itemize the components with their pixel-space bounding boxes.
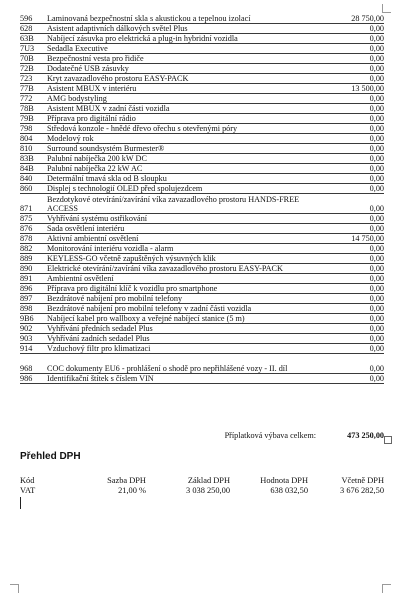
item-price: 0,00 [369,264,384,273]
item-code: 897 [20,294,33,303]
item-price: 0,00 [369,344,384,353]
item-price: 0,00 [369,214,384,223]
vat-cell: 3 038 250,00 [186,486,230,495]
item-desc: Asistent MBUX v zadní části vozidla [47,104,170,113]
table-row [20,24,384,34]
item-desc: Vyhřívání systému ostřikování [47,214,148,223]
item-desc: Surround soundsystém Burmester® [47,144,165,153]
item-desc: Elektrické otevírání/zavírání víka zavazadlového prostoru EASY-PACK [47,264,283,273]
item-code: 871 [20,204,33,213]
item-code: 9B6 [20,314,34,323]
item-desc: Displej s technologií OLED před spolujezdcem [47,184,203,193]
vat-cell: 21,00 % [118,486,146,495]
table-row [20,74,384,84]
item-price: 0,00 [369,334,384,343]
item-desc: Kryt zavazadlového prostoru EASY-PACK [47,74,189,83]
item-code: 890 [20,264,33,273]
table-row [20,34,384,44]
item-desc: Příprava pro digitální klíč k vozidlu pro smartphone [47,284,218,293]
table-row [20,324,384,334]
table-row [20,94,384,104]
item-desc: Asistent MBUX v interiéru [47,84,137,93]
table-row [20,144,384,154]
item-desc: Aktivní ambientní osvětlení [47,234,139,243]
item-code: 628 [20,24,33,33]
item-price: 0,00 [369,294,384,303]
item-desc: COC dokumenty EU6 - prohlášení o shodě pro nepřihlášené vozy - II. díl [47,364,288,373]
item-price: 0,00 [369,174,384,183]
item-price: 0,00 [369,304,384,313]
item-code: 78B [20,104,34,113]
item-desc: Sedadla Executive [47,44,108,53]
item-price: 0,00 [369,44,384,53]
table-row [20,354,384,374]
item-desc: Vyhřívání předních sedadel Plus [47,324,153,333]
page-corner-mark [382,4,391,13]
item-code: 70B [20,54,34,63]
table-anchor-handle[interactable] [384,436,392,444]
item-desc: KEYLESS-GO včetně zapuštěných výsuvných klik [47,254,216,263]
table-row [20,314,384,324]
table-row [20,154,384,164]
table-row [20,104,384,114]
vat-cell: VAT [20,486,36,495]
item-desc: Ambientní osvětlení [47,274,114,283]
item-code: 810 [20,144,33,153]
item-code: 7U3 [20,44,35,53]
table-row [20,334,384,344]
item-price: 0,00 [369,24,384,33]
item-code: 772 [20,94,33,103]
table-row [20,254,384,264]
vat-header-cell: Základ DPH [187,476,230,485]
vat-overview-heading: Přehled DPH [20,451,81,462]
table-row [20,344,384,354]
item-code: 83B [20,154,34,163]
item-price: 0,00 [369,134,384,143]
item-desc: Nabíjecí kabel pro wallboxy a veřejné nabíjecí stanice (5 m) [47,314,245,323]
text-cursor [20,497,21,509]
item-code: 914 [20,344,33,353]
item-price: 0,00 [369,284,384,293]
table-row [20,84,384,94]
vat-row [20,486,384,496]
item-price: 0,00 [369,314,384,323]
item-price: 13 500,00 [351,84,384,93]
item-desc: Bezdrátové nabíjení pro mobilní telefony [47,294,183,303]
item-code: 903 [20,334,33,343]
item-price: 0,00 [369,64,384,73]
surcharge-total [20,431,384,441]
table-row [20,14,384,24]
vat-header-cell: Kód [20,476,35,485]
item-price: 0,00 [369,274,384,283]
vat-header-cell: Sazba DPH [107,476,146,485]
item-code: 596 [20,14,33,23]
item-code: 84B [20,164,34,173]
item-price: 0,00 [369,114,384,123]
item-code: 804 [20,134,33,143]
vat-cell: 638 032,50 [270,486,308,495]
total-value: 473 250,00 [347,431,384,440]
item-desc: Středová konzole - hnědé dřevo ořechu s otevřenými póry [47,124,238,133]
item-code: 875 [20,214,33,223]
item-code: 79B [20,114,34,123]
item-desc: Vzduchový filtr pro klimatizaci [47,344,151,353]
item-price: 0,00 [369,204,384,213]
item-price: 0,00 [369,374,384,383]
page-corner-mark [10,584,19,593]
item-code: 896 [20,284,33,293]
table-row [20,174,384,184]
item-desc: Bezdrátové nabíjení pro mobilní telefony v zadní části vozidla [47,304,252,313]
item-desc: Palubní nabíječka 22 kW AC [47,164,143,173]
table-row [20,134,384,144]
item-price: 0,00 [369,364,384,373]
item-code: 840 [20,174,33,183]
item-price: 0,00 [369,54,384,63]
item-price: 0,00 [369,104,384,113]
item-desc: Laminovaná bezpečnostní skla s akustickou a tepelnou izolací [47,14,251,23]
table-row [20,164,384,174]
item-code: 968 [20,364,33,373]
item-price: 0,00 [369,224,384,233]
item-code: 72B [20,64,34,73]
item-desc: Nabíjecí zásuvka pro elektrická a plug-in hybridní vozidla [47,34,238,43]
item-price: 0,00 [369,324,384,333]
item-code: 798 [20,124,33,133]
vat-header-cell: Hodnota DPH [260,476,308,485]
item-price: 0,00 [369,164,384,173]
total-label: Příplatková výbava celkem: [224,431,316,440]
vat-table [20,476,384,496]
item-code: 889 [20,254,33,263]
item-desc: Identifikační štítek s číslem VIN [47,374,154,383]
vat-header-cell: Včetně DPH [341,476,384,485]
table-row [20,114,384,124]
table-row [20,54,384,64]
item-code: 77B [20,84,34,93]
item-desc: Dodatečné USB zásuvky [47,64,129,73]
item-price: 0,00 [369,34,384,43]
table-row [20,124,384,134]
item-code: 878 [20,234,33,243]
item-desc: Asistent adaptivních dálkových světel Plus [47,24,188,33]
item-code: 860 [20,184,33,193]
item-code: 902 [20,324,33,333]
item-price: 0,00 [369,254,384,263]
item-desc: Determální tmavá skla od B sloupku [47,174,167,183]
item-desc: AMG bodystyling [47,94,107,103]
page-corner-mark [382,584,391,593]
item-desc: Palubní nabíječka 200 kW DC [47,154,147,163]
item-price: 0,00 [369,94,384,103]
item-price: 0,00 [369,184,384,193]
table-row [20,64,384,74]
item-desc: Sada osvětlení interiéru [47,224,125,233]
item-code: 898 [20,304,33,313]
vat-cell: 3 676 282,50 [340,486,384,495]
item-code: 882 [20,244,33,253]
table-row [20,44,384,54]
vat-header-row [20,476,384,486]
item-desc: Bezdotykové otevírání/zavírání víka zavazadlového prostoru HANDS-FREE ACCESS [47,195,300,213]
item-code: 986 [20,374,33,383]
item-code: 723 [20,74,33,83]
item-code: 876 [20,224,33,233]
item-price: 28 750,00 [351,14,384,23]
table-row [20,294,384,304]
item-price: 0,00 [369,74,384,83]
item-price: 0,00 [369,124,384,133]
item-code: 891 [20,274,33,283]
item-desc: Modelový rok [47,134,94,143]
table-row [20,264,384,274]
table-row [20,274,384,284]
table-row [20,214,384,224]
item-price: 14 750,00 [351,234,384,243]
item-desc: Bezpečnostní vesta pro řidiče [47,54,144,63]
item-desc: Příprava pro digitální rádio [47,114,136,123]
item-price: 0,00 [369,154,384,163]
table-row [20,224,384,234]
table-row [20,234,384,244]
table-row [20,304,384,314]
item-price: 0,00 [369,244,384,253]
item-price: 0,00 [369,144,384,153]
table-row [20,374,384,384]
item-code: 63B [20,34,34,43]
item-desc: Vyhřívání zadních sedadel Plus [47,334,150,343]
equipment-table [20,14,384,384]
table-row [20,244,384,254]
table-row [20,194,384,214]
item-desc: Monitorování interiéru vozidla - alarm [47,244,174,253]
table-row [20,184,384,194]
table-row [20,284,384,294]
